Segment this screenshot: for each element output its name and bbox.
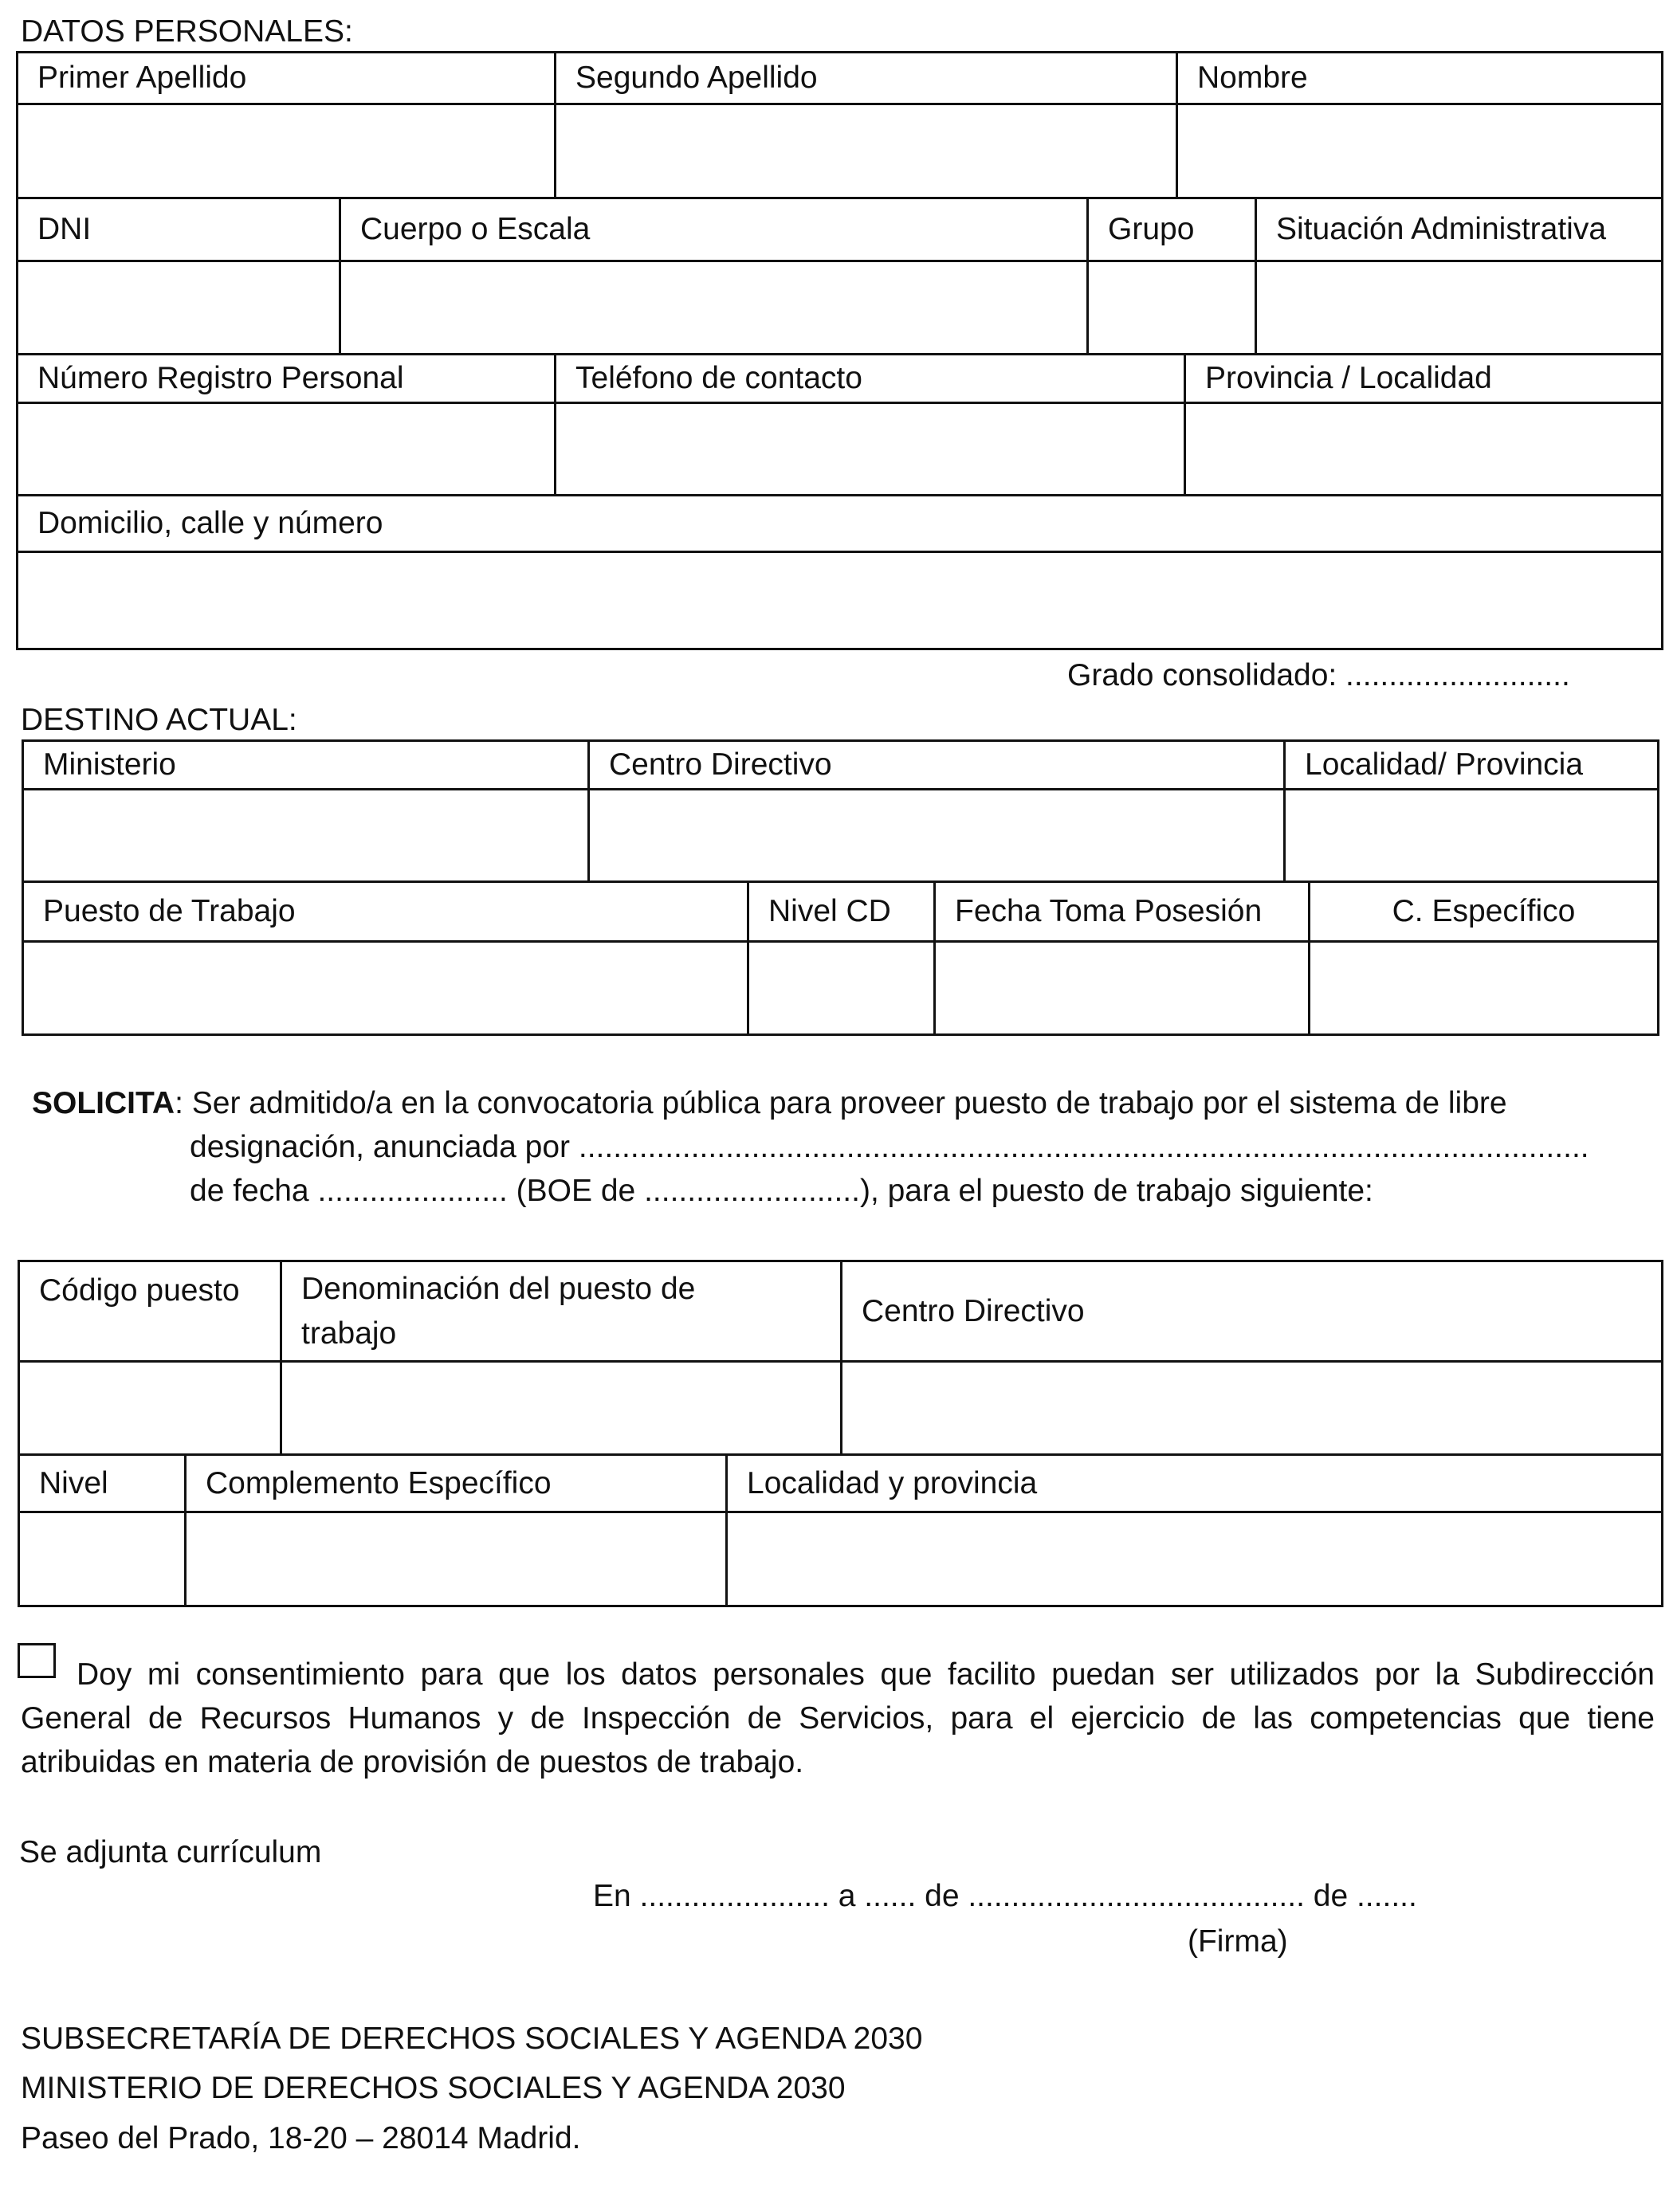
label-denominacion-2: trabajo: [301, 1316, 397, 1351]
field-primer-apellido[interactable]: [18, 104, 556, 198]
puesto-solicitado-table: [18, 1260, 1663, 1456]
field-codigo-puesto[interactable]: [19, 1362, 281, 1455]
field-c-especifico[interactable]: [1310, 942, 1659, 1035]
label-provincia-localidad: Provincia / Localidad: [1185, 355, 1663, 403]
fecha-firma: En ...................... a ...... de ....................................... de .......: [593, 1879, 1417, 1913]
label-puesto: Puesto de Trabajo: [23, 882, 748, 942]
solicita-line-1: [32, 1088, 1507, 1119]
label-primer-apellido: Primer Apellido: [18, 53, 556, 104]
label-localidad-provincia-solicitado: Localidad y provincia: [727, 1455, 1663, 1512]
field-ministerio[interactable]: [23, 790, 589, 882]
puesto-solicitado-table-2: [18, 1453, 1663, 1607]
footer-line-1: SUBSECRETARÍA DE DERECHOS SOCIALES Y AGENDA 2030: [21, 2022, 923, 2056]
label-grupo: Grupo: [1088, 198, 1256, 261]
label-nivel-cd: Nivel CD: [748, 882, 935, 942]
label-localidad-provincia: Localidad/ Provincia: [1285, 741, 1659, 790]
field-situacion[interactable]: [1256, 261, 1663, 355]
label-telefono: Teléfono de contacto: [556, 355, 1185, 403]
footer-line-3: Paseo del Prado, 18-20 – 28014 Madrid.: [21, 2121, 581, 2155]
label-centro-directivo-solicitado: Centro Directivo: [842, 1261, 1663, 1362]
consent-line-3: atribuidas en materia de provisión de puestos de trabajo.: [21, 1745, 804, 1779]
label-centro-directivo: Centro Directivo: [589, 741, 1285, 790]
field-grupo[interactable]: [1088, 261, 1256, 355]
consent-line-1: Doy mi consentimiento para que los datos personales que facilito puedan ser utilizados por la Subdirección: [77, 1657, 1655, 1692]
label-denominacion: [281, 1261, 842, 1362]
field-nivel-cd[interactable]: [748, 942, 935, 1035]
label-cuerpo-escala: Cuerpo o Escala: [340, 198, 1088, 261]
solicita-label: SOLICITA: [32, 1086, 175, 1120]
grado-consolidado: Grado consolidado: ..........................: [1067, 658, 1570, 692]
field-telefono[interactable]: [556, 403, 1185, 496]
field-complemento[interactable]: [186, 1512, 727, 1606]
field-nrp[interactable]: [18, 403, 556, 496]
field-localidad-provincia[interactable]: [1285, 790, 1659, 882]
label-nombre: Nombre: [1177, 53, 1663, 104]
destino-table-2: [22, 880, 1659, 1036]
field-domicilio[interactable]: [18, 552, 1663, 649]
consent-line-2: General de Recursos Humanos y de Inspección de Servicios, para el ejercicio de las competencias que tiene: [21, 1701, 1655, 1735]
solicita-line-2: designación, anunciada por .....................................................................................................................: [190, 1130, 1589, 1164]
field-localidad-provincia-solicitado[interactable]: [727, 1512, 1663, 1606]
field-centro-directivo-solicitado[interactable]: [842, 1362, 1663, 1455]
label-nivel: Nivel: [19, 1455, 186, 1512]
field-denominacion[interactable]: [281, 1362, 842, 1455]
label-denominacion-1: Denominación del puesto de: [301, 1271, 696, 1306]
label-segundo-apellido: Segundo Apellido: [556, 53, 1177, 104]
destino-table: [22, 739, 1659, 883]
personal-data-table-3: [16, 353, 1663, 496]
field-cuerpo-escala[interactable]: [340, 261, 1088, 355]
personal-data-table-4: [16, 494, 1663, 650]
solicita-text-1: : Ser admitido/a en la convocatoria pública para proveer puesto de trabajo por el sistema de libre: [175, 1086, 1507, 1120]
field-provincia-localidad[interactable]: [1185, 403, 1663, 496]
label-nrp: Número Registro Personal: [18, 355, 556, 403]
label-codigo-puesto: Código puesto: [19, 1261, 281, 1362]
footer-line-2: MINISTERIO DE DERECHOS SOCIALES Y AGENDA 2030: [21, 2071, 846, 2105]
section-title-destino: DESTINO ACTUAL:: [21, 703, 297, 737]
label-complemento: Complemento Específico: [186, 1455, 727, 1512]
field-centro-directivo[interactable]: [589, 790, 1285, 882]
solicita-line-3: de fecha ...................... (BOE de .........................), para el puesto de trabajo siguiente:: [190, 1174, 1373, 1208]
field-segundo-apellido[interactable]: [556, 104, 1177, 198]
label-ministerio: Ministerio: [23, 741, 589, 790]
label-domicilio: Domicilio, calle y número: [18, 496, 1663, 552]
firma-label: (Firma): [1188, 1924, 1288, 1959]
label-fecha-toma: Fecha Toma Posesión: [935, 882, 1310, 942]
field-fecha-toma[interactable]: [935, 942, 1310, 1035]
field-puesto[interactable]: [23, 942, 748, 1035]
field-nombre[interactable]: [1177, 104, 1663, 198]
personal-data-table-2: [16, 197, 1663, 355]
personal-data-table: [16, 51, 1663, 199]
field-nivel[interactable]: [19, 1512, 186, 1606]
label-dni: DNI: [18, 198, 340, 261]
section-title-personal: DATOS PERSONALES:: [21, 14, 353, 49]
label-c-especifico: C. Específico: [1310, 882, 1659, 942]
label-situacion: Situación Administrativa: [1256, 198, 1663, 261]
field-dni[interactable]: [18, 261, 340, 355]
adjunta-curriculum: Se adjunta currículum: [19, 1835, 322, 1869]
